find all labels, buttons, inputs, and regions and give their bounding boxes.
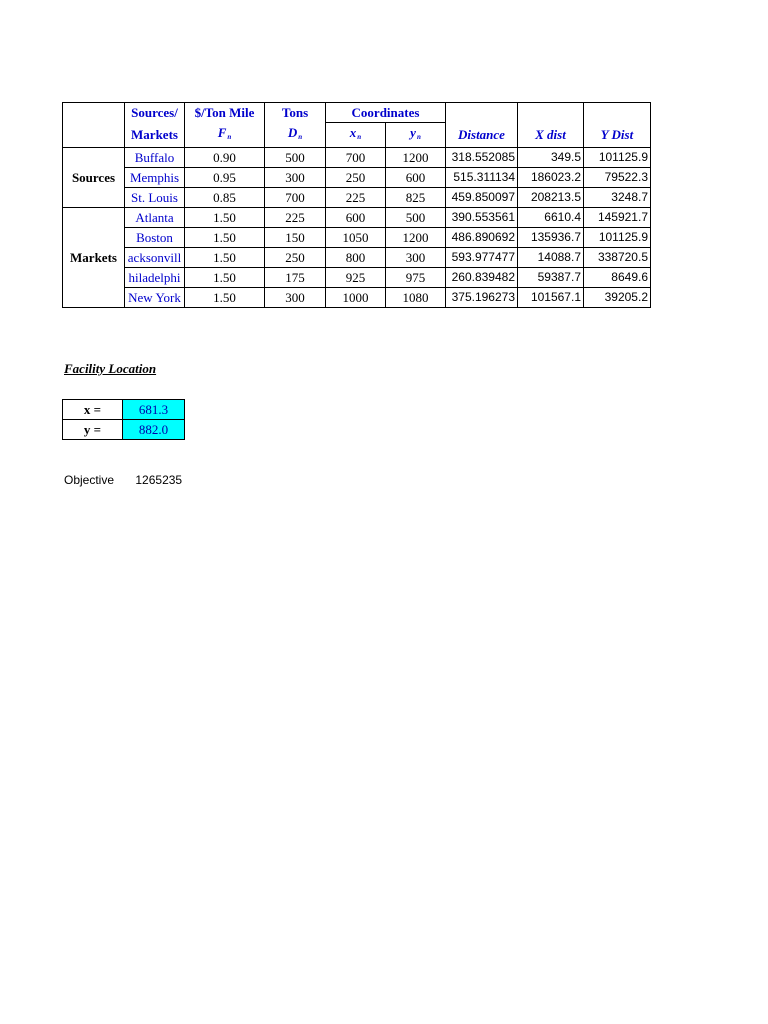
- objective-value[interactable]: 1265235: [135, 473, 183, 487]
- y-subscript: n: [416, 133, 421, 141]
- header-ydist[interactable]: Y Dist: [584, 123, 651, 148]
- cell-name[interactable]: Buffalo: [125, 148, 185, 168]
- header-empty-3[interactable]: [584, 103, 651, 123]
- cell-x[interactable]: 700: [326, 148, 386, 168]
- cell-tons[interactable]: 150: [265, 228, 326, 248]
- cell-rate[interactable]: 1.50: [185, 208, 265, 228]
- facility-y-value[interactable]: 882.0: [123, 420, 185, 440]
- cell-distance[interactable]: 459.850097: [446, 188, 518, 208]
- header-empty-1[interactable]: [446, 103, 518, 123]
- cell-distance[interactable]: 515.311134: [446, 168, 518, 188]
- cell-ydist[interactable]: 101125.9: [584, 228, 651, 248]
- cell-rate[interactable]: 1.50: [185, 248, 265, 268]
- table-row: [63, 148, 651, 168]
- cell-rate[interactable]: 0.95: [185, 168, 265, 188]
- header-coordinates[interactable]: Coordinates: [326, 103, 446, 123]
- d-subscript: n: [298, 132, 303, 141]
- cell-tons[interactable]: 300: [265, 168, 326, 188]
- table-row: [63, 188, 651, 208]
- table-row: [63, 248, 651, 268]
- cell-rate[interactable]: 1.50: [185, 288, 265, 308]
- cell-name[interactable]: Atlanta: [125, 208, 185, 228]
- cell-tons[interactable]: 225: [265, 208, 326, 228]
- cell-xdist[interactable]: 101567.1: [518, 288, 584, 308]
- cell-y[interactable]: 500: [386, 208, 446, 228]
- corner-cell[interactable]: [63, 103, 125, 123]
- cell-y[interactable]: 825: [386, 188, 446, 208]
- group-markets[interactable]: Markets: [63, 208, 125, 308]
- cell-ydist[interactable]: 338720.5: [584, 248, 651, 268]
- cell-name[interactable]: Memphis: [125, 168, 185, 188]
- objective-label[interactable]: Objective: [64, 473, 115, 487]
- cell-ydist[interactable]: 39205.2: [584, 288, 651, 308]
- header-rate[interactable]: $/Ton Mile: [185, 103, 265, 123]
- cell-distance[interactable]: 375.196273: [446, 288, 518, 308]
- cell-xdist[interactable]: 14088.7: [518, 248, 584, 268]
- data-table: [62, 102, 651, 308]
- cell-ydist[interactable]: 101125.9: [584, 148, 651, 168]
- f-subscript: n: [227, 132, 232, 141]
- cell-xdist[interactable]: 349.5: [518, 148, 584, 168]
- facility-y-label[interactable]: y =: [63, 420, 123, 440]
- facility-x-label[interactable]: x =: [63, 400, 123, 420]
- cell-ydist[interactable]: 8649.6: [584, 268, 651, 288]
- header-x[interactable]: [326, 123, 386, 148]
- table-row: [63, 208, 651, 228]
- cell-xdist[interactable]: 59387.7: [518, 268, 584, 288]
- header-d[interactable]: [265, 123, 326, 148]
- table-row: [63, 168, 651, 188]
- cell-x[interactable]: 225: [326, 188, 386, 208]
- header-markets[interactable]: Markets: [125, 123, 185, 148]
- cell-xdist[interactable]: 186023.2: [518, 168, 584, 188]
- header-empty-2[interactable]: [518, 103, 584, 123]
- header-sources-markets[interactable]: Sources/: [125, 103, 185, 123]
- header-distance[interactable]: Distance: [446, 123, 518, 148]
- f-symbol: F: [217, 124, 227, 140]
- cell-tons[interactable]: 175: [265, 268, 326, 288]
- cell-ydist[interactable]: 79522.3: [584, 168, 651, 188]
- x-subscript: n: [357, 133, 362, 141]
- d-symbol: D: [287, 124, 298, 140]
- cell-x[interactable]: 600: [326, 208, 386, 228]
- cell-tons[interactable]: 250: [265, 248, 326, 268]
- objective-row: [64, 473, 182, 487]
- header-row-1: [63, 103, 651, 123]
- facility-location-title: Facility Location: [64, 361, 157, 376]
- cell-distance[interactable]: 260.839482: [446, 268, 518, 288]
- cell-y[interactable]: 1080: [386, 288, 446, 308]
- cell-rate[interactable]: 0.90: [185, 148, 265, 168]
- cell-name[interactable]: hiladelphi: [125, 268, 185, 288]
- x-symbol: x: [349, 125, 357, 140]
- cell-x[interactable]: 1050: [326, 228, 386, 248]
- cell-ydist[interactable]: 145921.7: [584, 208, 651, 228]
- cell-name[interactable]: acksonvill: [125, 248, 185, 268]
- y-symbol: y: [410, 125, 416, 140]
- cell-name[interactable]: Boston: [125, 228, 185, 248]
- cell-rate[interactable]: 0.85: [185, 188, 265, 208]
- facility-location-table: [62, 399, 185, 440]
- table-row: [63, 228, 651, 248]
- table-row: [63, 288, 651, 308]
- cell-xdist[interactable]: 6610.4: [518, 208, 584, 228]
- cell-rate[interactable]: 1.50: [185, 228, 265, 248]
- facility-x-row: [63, 400, 185, 420]
- cell-xdist[interactable]: 135936.7: [518, 228, 584, 248]
- cell-distance[interactable]: 390.553561: [446, 208, 518, 228]
- facility-y-row: [63, 420, 185, 440]
- cell-y[interactable]: 1200: [386, 228, 446, 248]
- cell-distance[interactable]: 318.552085: [446, 148, 518, 168]
- cell-tons[interactable]: 300: [265, 288, 326, 308]
- cell-rate[interactable]: 1.50: [185, 268, 265, 288]
- header-xdist[interactable]: X dist: [518, 123, 584, 148]
- cell-x[interactable]: 250: [326, 168, 386, 188]
- cell-x[interactable]: 1000: [326, 288, 386, 308]
- cell-xdist[interactable]: 208213.5: [518, 188, 584, 208]
- header-row-2: [63, 123, 651, 148]
- cell-ydist[interactable]: 3248.7: [584, 188, 651, 208]
- cell-distance[interactable]: 486.890692: [446, 228, 518, 248]
- cell-y[interactable]: 600: [386, 168, 446, 188]
- cell-name[interactable]: New York: [125, 288, 185, 308]
- cell-x[interactable]: 800: [326, 248, 386, 268]
- corner-cell-2[interactable]: [63, 123, 125, 148]
- cell-distance[interactable]: 593.977477: [446, 248, 518, 268]
- header-tons[interactable]: Tons: [265, 103, 326, 123]
- cell-name[interactable]: St. Louis: [125, 188, 185, 208]
- facility-x-value[interactable]: 681.3: [123, 400, 185, 420]
- header-f[interactable]: [185, 123, 265, 148]
- group-sources[interactable]: Sources: [63, 148, 125, 208]
- table-row: [63, 268, 651, 288]
- header-y[interactable]: [386, 123, 446, 148]
- cell-tons[interactable]: 700: [265, 188, 326, 208]
- cell-y[interactable]: 300: [386, 248, 446, 268]
- cell-x[interactable]: 925: [326, 268, 386, 288]
- cell-y[interactable]: 1200: [386, 148, 446, 168]
- cell-tons[interactable]: 500: [265, 148, 326, 168]
- cell-y[interactable]: 975: [386, 268, 446, 288]
